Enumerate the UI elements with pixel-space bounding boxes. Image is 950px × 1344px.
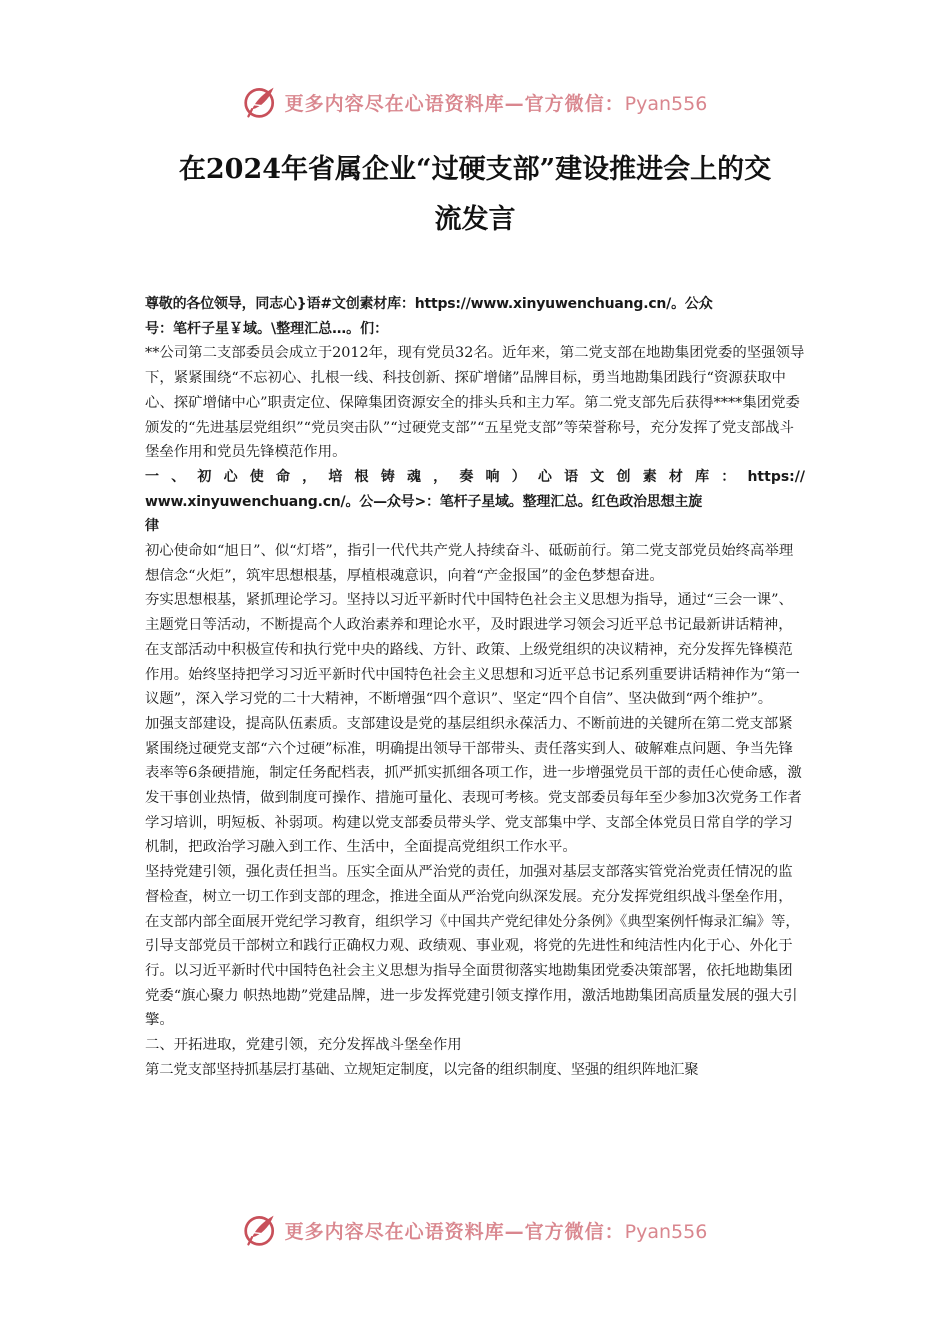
banner-text	[285, 89, 708, 116]
header-banner	[0, 82, 950, 122]
footer-banner	[0, 1210, 950, 1250]
intro-paragraph: **公司第二支部委员会成立于2012年，现有党员32名。近年来，第二党支部在地勘集团党委的坚强领导下，紧紧围绕“不忘初心、扎根一线、科技创新、探矿增储”品牌目标，勇当地勘集团践行“资源获取中心、探矿增储中心”职责定位、保障集团资源安全的排头兵和主力军。第二党支部先后获得****集团党委颁发的“先进基层党组织”“党员突击队”“过硬党支部”“五星党支部”等荣誉称号，充分发挥了党支部战斗堡垒作用和党员先锋模范作用。	[145, 345, 805, 461]
banner-wechat-id: Pyan556	[624, 92, 708, 115]
title-line-2: 流发言	[434, 204, 516, 235]
section-heading-1-line-1: 一、初心使命，培根铸魂，奏响）心语文创素材库：https://	[145, 468, 805, 485]
document-body	[145, 292, 805, 1083]
salutation-line-2: 号：笔杆子星￥域。\整理汇总…。们：	[145, 320, 389, 337]
paragraph-2: 夯实思想根基，紧抓理论学习。坚持以习近平新时代中国特色社会主义思想为指导，通过“三会一课”、主题党日等活动，不断提高个人政治素养和理论水平，及时跟进学习领会习近平总书记最新讲话精神，在支部活动中积极宣传和执行党中央的路线、方针、政策、上级党组织的决议精神，充分发挥先锋模范作用。始终坚持把学习习近平新时代中国特色社会主义思想和习近平总书记系列重要讲话精神作为“第一议题”，深入学习党的二十大精神，不断增强“四个意识”、坚定“四个自信”、坚决做到“两个维护”。	[145, 592, 800, 708]
section-heading-1-line-2: www.xinyuwenchuang.cn/。公—众号>：笔杆子星域。整理汇总。红色政治思想主旋	[145, 493, 703, 510]
section-heading-1-line-3: 律	[145, 518, 159, 535]
paragraph-3: 加强支部建设，提高队伍素质。支部建设是党的基层组织永葆活力、不断前进的关键所在第二党支部紧紧围绕过硬党支部“六个过硬”标准，明确提出领导干部带头、责任落实到人、破解难点问题、争当先锋表率等6条硬措施，制定任务配档表，抓严抓实抓细各项工作，进一步增强党员干部的责任心使命感，激发干事创业热情，做到制度可操作、措施可量化、表现可考核。党支部委员每年至少参加3次党务工作者学习培训，明短板、补弱项。构建以党支部委员带头学、党支部集中学、支部全体党员日常自学的学习机制，把政治学习融入到工作、生活中，全面提高党组织工作水平。	[145, 715, 802, 856]
quill-logo-icon	[243, 84, 279, 120]
banner-text	[285, 1217, 708, 1244]
salutation-line-1: 尊敬的各位领导，同志心}语#文创素材库：https://www.xinyuwenchuang.cn/。公众	[145, 296, 713, 312]
banner-wechat-id: Pyan556	[624, 1220, 708, 1243]
banner-slogan: 更多内容尽在心语资料库—官方微信：	[284, 92, 625, 115]
paragraph-5: 第二党支部坚持抓基层打基础、立规矩定制度，以完备的组织制度、坚强的组织阵地汇聚	[145, 1061, 699, 1078]
title-line-1: 在2024年省属企业“过硬支部”建设推进会上的交	[178, 154, 772, 185]
paragraph-1: 初心使命如“旭日”、似“灯塔”，指引一代代共产党人持续奋斗、砥砺前行。第二党支部党员始终高举理想信念“火炬”，筑牢思想根基，厚植根魂意识，向着“产金报国”的金色梦想奋进。	[145, 543, 794, 584]
section-heading-2: 二、开拓进取，党建引领，充分发挥战斗堡垒作用	[145, 1037, 462, 1054]
banner-slogan: 更多内容尽在心语资料库—官方微信：	[284, 1220, 625, 1243]
paragraph-4: 坚持党建引领，强化责任担当。压实全面从严治党的责任，加强对基层支部落实管党治党责任情况的监督检查，树立一切工作到支部的理念，推进全面从严治党向纵深发展。充分发挥党组织战斗堡垒作用，在支部内部全面展开党纪学习教育，组织学习《中国共产党纪律处分条例》《典型案例忏悔录汇编》等，引导支部党员干部树立和践行正确权力观、政绩观、事业观，将党的先进性和纯洁性内化于心、外化于行。以习近平新时代中国特色社会主义思想为指导全面贯彻落实地勘集团党委决策部署，依托地勘集团党委“旗心聚力 帜热地勘”党建品牌，进一步发挥党建引领支撑作用，激活地勘集团高质量发展的强大引擎。	[145, 864, 800, 1029]
quill-logo-icon	[243, 1212, 279, 1248]
document-title	[140, 145, 810, 245]
